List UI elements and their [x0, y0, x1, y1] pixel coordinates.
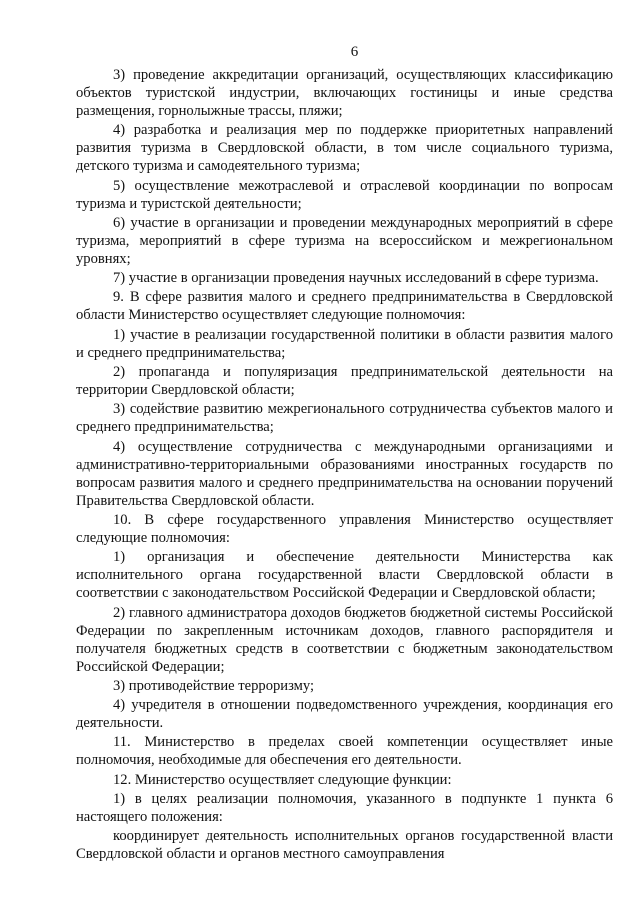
- paragraph: 11. Министерство в пределах своей компетенции осуществляет иные полномочия, необходимые для обеспечения его деятельности.: [76, 734, 613, 769]
- page-number: 6: [350, 44, 359, 60]
- paragraph: 3) проведение аккредитации организаций, осуществляющих классификацию объектов туристской индустрии, включающих гостиницы и иные средства размещения, горнолыжные трассы, пляжи;: [76, 67, 613, 119]
- paragraph: 4) разработка и реализация мер по поддержке приоритетных направлений развития туризма в Свердловской области, в том числе социального туризма, детского туризма и самодеятельного туризма;: [76, 122, 613, 175]
- paragraph: 2) главного администратора доходов бюджетов бюджетной системы Российской Федерации по закрепленным источникам доходов, главного распорядителя и получателя бюджетных средств в соответствии с бюджетным законодательством Российской Федерации;: [76, 604, 613, 675]
- paragraph: 7) участие в организации проведения научных исследований в сфере туризма.: [113, 270, 599, 287]
- paragraph: 3) противодействие терроризму;: [113, 677, 315, 694]
- paragraph: 10. В сфере государственного управления Министерство осуществляет следующие полномочия:: [76, 511, 613, 546]
- paragraph: 5) осуществление межотраслевой и отраслевой координации по вопросам туризма и туристской деятельности;: [76, 177, 613, 212]
- paragraph: 1) участие в реализации государственной политики в области развития малого и среднего предпринимательства;: [76, 326, 613, 361]
- paragraph: 4) учредителя в отношении подведомственного учреждения, координация его деятельности.: [76, 697, 613, 732]
- paragraph: 12. Министерство осуществляет следующие функции:: [113, 771, 452, 788]
- paragraph: 1) в целях реализации полномочия, указанного в подпункте 1 пункта 6 настоящего положения:: [76, 791, 613, 826]
- document-body: [76, 66, 613, 863]
- paragraph: 2) пропаганда и популяризация предпринимательской деятельности на территории Свердловской области;: [76, 364, 613, 399]
- paragraph: 3) содействие развитию межрегионального сотрудничества субъектов малого и среднего предпринимательства;: [76, 401, 613, 436]
- paragraph: координирует деятельность исполнительных органов государственной власти Свердловской области и органов местного самоуправления: [76, 828, 613, 863]
- paragraph: 6) участие в организации и проведении международных мероприятий в сфере туризма, мероприятий в сфере туризма на всероссийском и межрегиональном уровнях;: [76, 214, 613, 267]
- paragraph: 1) организация и обеспечение деятельности Министерства как исполнительного органа государственной власти Свердловской области в соответствии с законодательством Российской Федерации и Свердловской области;: [76, 549, 613, 602]
- paragraph: 4) осуществление сотрудничества с международными организациями и административно-территориальными образованиями иностранных государств по вопросам развития малого и среднего предпринимательства на основании поручений Правительства Свердловской области.: [76, 438, 613, 509]
- paragraph: 9. В сфере развития малого и среднего предпринимательства в Свердловской области Министерство осуществляет следующие полномочия:: [76, 289, 613, 324]
